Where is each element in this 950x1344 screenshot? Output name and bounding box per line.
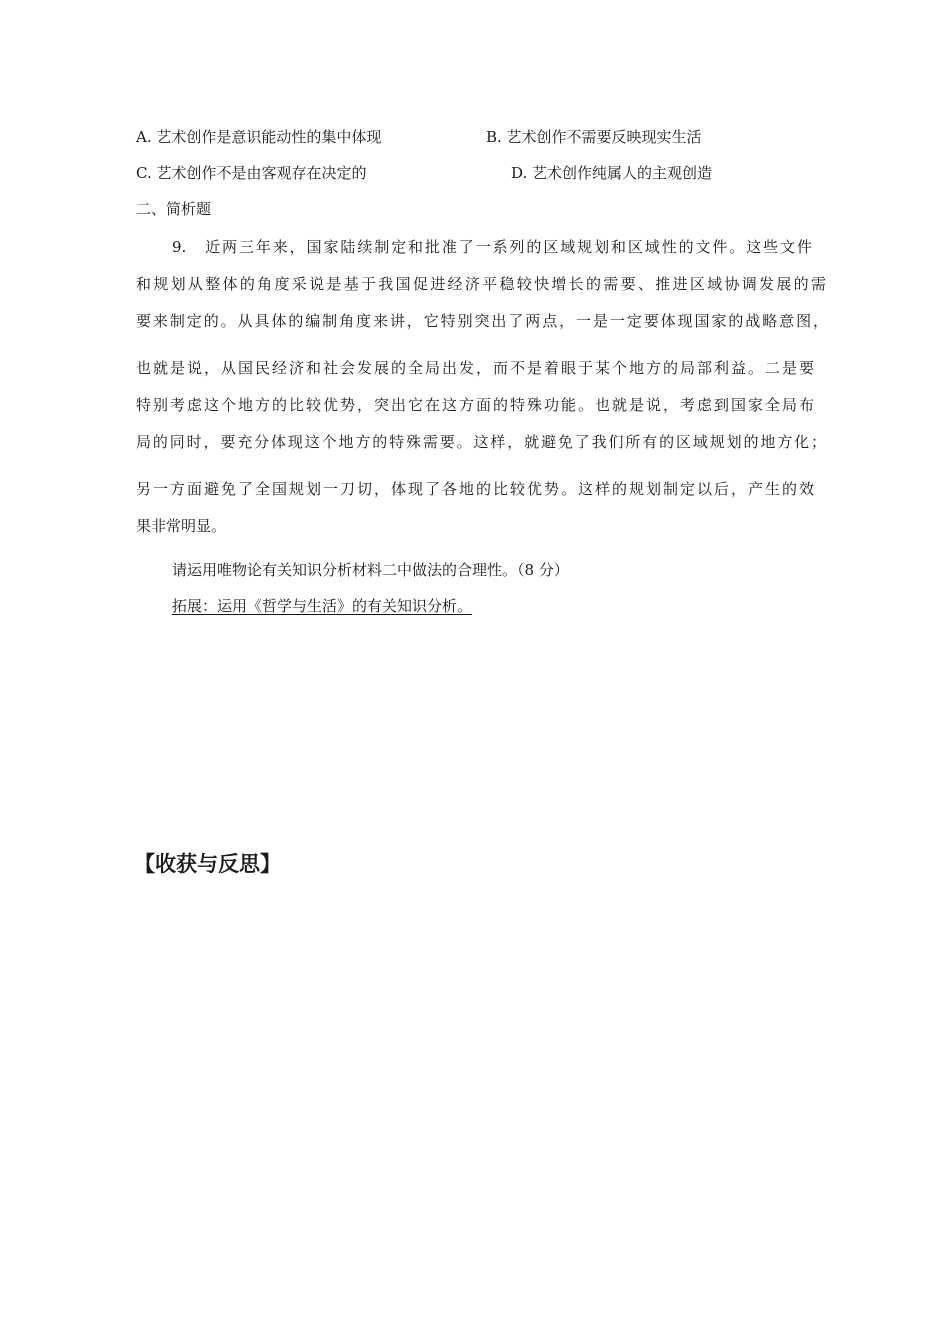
extension-note: 拓展：运用《哲学与生活》的有关知识分析。 [172, 597, 473, 615]
option-b: B. 艺术创作不需要反映现实生活 [486, 128, 702, 146]
option-c: C. 艺术创作不是由客观存在决定的 [136, 164, 367, 182]
question-line-1: 9. 近两三年来，国家陆续制定和批准了一系列的区域规划和区域性的文件。这些文件 [172, 238, 812, 256]
question-line-2: 和规划从整体的角度采说是基于我国促进经济平稳较快增长的需要、推进区域协调发展的需 [136, 275, 826, 293]
question-prompt: 请运用唯物论有关知识分析材料二中做法的合理性。（8 分） [172, 561, 569, 579]
question-line-6: 局的同时，要充分体现这个地方的特殊需要。这样，就避免了我们所有的区域规划的地方化； [136, 433, 826, 451]
question-line-8: 果非常明显。 [136, 517, 227, 535]
question-line-4: 也就是说，从国民经济和社会发展的全局出发，而不是着眼于某个地方的局部利益。二是要 [136, 359, 814, 377]
reflection-heading: 【收获与反思】 [134, 852, 281, 876]
option-d: D. 艺术创作纯属人的主观创造 [511, 164, 713, 182]
question-line-5: 特别考虑这个地方的比较优势，突出它在这方面的特殊功能。也就是说，考虑到国家全局布 [136, 396, 814, 414]
section-title: 二、简析题 [136, 200, 212, 218]
question-line-3: 要来制定的。从具体的编制角度来讲，它特别突出了两点，一是一定要体现国家的战略意图， [136, 312, 828, 330]
question-line-7: 另一方面避免了全国规划一刀切，体现了各地的比较优势。这样的规划制定以后，产生的效 [136, 480, 814, 498]
option-a: A. 艺术创作是意识能动性的集中体现 [136, 128, 382, 146]
